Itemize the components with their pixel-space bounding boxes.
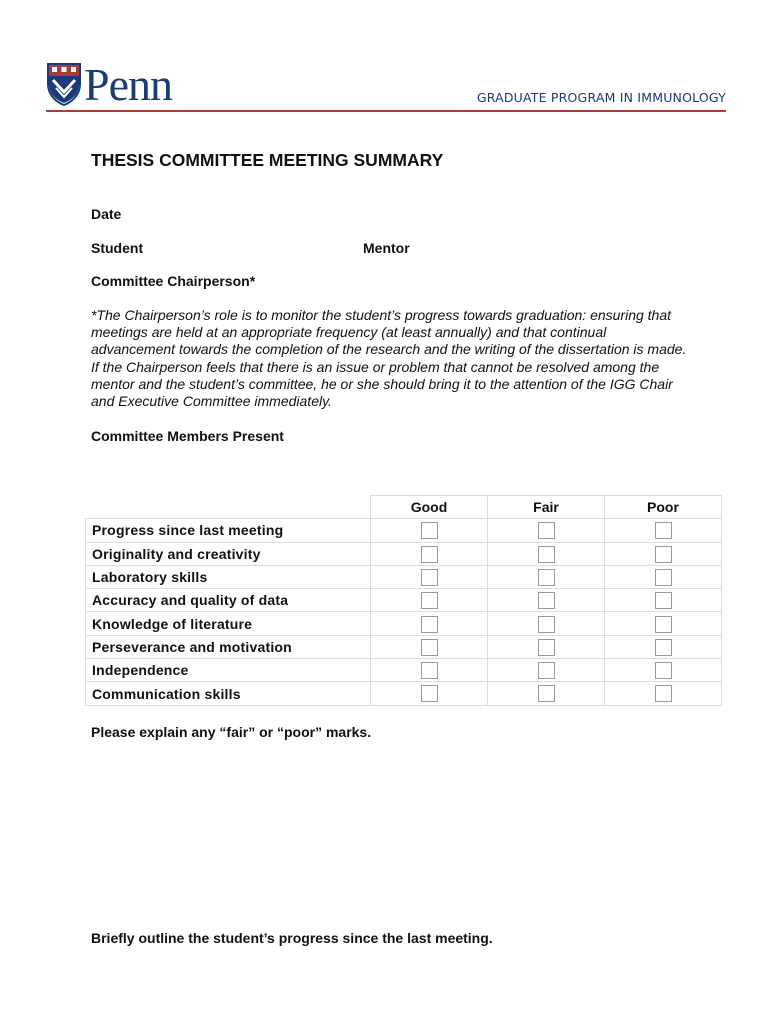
mentor-label: Mentor — [363, 240, 410, 256]
date-label: Date — [91, 206, 122, 222]
rating-cell-good — [371, 682, 488, 705]
header-divider — [46, 110, 726, 112]
checkbox-poor[interactable] — [655, 639, 672, 656]
rating-cell-fair — [488, 635, 605, 658]
chairperson-note: *The Chairperson’s role is to monitor the student’s progress towards graduation: ensuring that meetings are held at an appropriate frequency (at least annually) and that continual advancement towards the completion of the research and the writing of the dissertation is made. If the Chairperson feels that there is an issue or problem that cannot be resolved among the mentor and the student’s committee, he or she should bring it to the attention of the IGG Chair and Executive Committee immediately. — [91, 307, 687, 410]
criterion-label: Laboratory skills — [86, 565, 371, 588]
criterion-label: Knowledge of literature — [86, 612, 371, 635]
column-good: Good — [371, 496, 488, 519]
table-row — [86, 612, 722, 635]
rating-cell-fair — [488, 589, 605, 612]
table-row — [86, 519, 722, 542]
penn-shield-icon — [46, 62, 82, 106]
checkbox-good[interactable] — [421, 662, 438, 679]
table-row — [86, 659, 722, 682]
checkbox-poor[interactable] — [655, 616, 672, 633]
rating-corner-cell — [86, 496, 371, 519]
rating-cell-poor — [605, 589, 722, 612]
checkbox-poor[interactable] — [655, 546, 672, 563]
rating-cell-poor — [605, 612, 722, 635]
checkbox-fair[interactable] — [538, 546, 555, 563]
criterion-label: Perseverance and motivation — [86, 635, 371, 658]
program-name: GRADUATE PROGRAM IN IMMUNOLOGY — [476, 90, 726, 105]
checkbox-poor[interactable] — [655, 592, 672, 609]
page-title: THESIS COMMITTEE MEETING SUMMARY — [91, 150, 444, 170]
rating-cell-poor — [605, 542, 722, 565]
chairperson-label: Committee Chairperson* — [91, 273, 256, 289]
rating-header-row — [86, 496, 722, 519]
criterion-label: Communication skills — [86, 682, 371, 705]
checkbox-good[interactable] — [421, 639, 438, 656]
members-present-label: Committee Members Present — [91, 428, 284, 444]
rating-cell-poor — [605, 519, 722, 542]
rating-cell-fair — [488, 682, 605, 705]
logo-wordmark: Penn — [84, 59, 172, 110]
checkbox-fair[interactable] — [538, 616, 555, 633]
rating-cell-good — [371, 542, 488, 565]
checkbox-poor[interactable] — [655, 662, 672, 679]
criterion-label: Accuracy and quality of data — [86, 589, 371, 612]
rating-cell-good — [371, 589, 488, 612]
checkbox-good[interactable] — [421, 616, 438, 633]
student-label: Student — [91, 240, 144, 256]
rating-cell-good — [371, 565, 488, 588]
rating-cell-good — [371, 612, 488, 635]
column-fair: Fair — [488, 496, 605, 519]
rating-cell-poor — [605, 635, 722, 658]
rating-cell-poor — [605, 682, 722, 705]
rating-cell-good — [371, 519, 488, 542]
rating-cell-fair — [488, 565, 605, 588]
checkbox-good[interactable] — [421, 592, 438, 609]
rating-cell-good — [371, 659, 488, 682]
progress-outline-label: Briefly outline the student’s progress since the last meeting. — [91, 930, 493, 946]
rating-cell-fair — [488, 519, 605, 542]
rating-cell-poor — [605, 659, 722, 682]
checkbox-good[interactable] — [421, 546, 438, 563]
rating-body — [86, 519, 722, 705]
checkbox-fair[interactable] — [538, 522, 555, 539]
checkbox-poor[interactable] — [655, 522, 672, 539]
checkbox-poor[interactable] — [655, 569, 672, 586]
rating-cell-fair — [488, 659, 605, 682]
checkbox-poor[interactable] — [655, 685, 672, 702]
checkbox-fair[interactable] — [538, 592, 555, 609]
rating-cell-good — [371, 635, 488, 658]
table-row — [86, 589, 722, 612]
criterion-label: Progress since last meeting — [86, 519, 371, 542]
checkbox-good[interactable] — [421, 522, 438, 539]
table-row — [86, 565, 722, 588]
penn-logo — [46, 59, 172, 110]
table-row — [86, 682, 722, 705]
criterion-label: Independence — [86, 659, 371, 682]
explain-marks-label: Please explain any “fair” or “poor” marks. — [91, 724, 372, 740]
checkbox-fair[interactable] — [538, 685, 555, 702]
checkbox-good[interactable] — [421, 685, 438, 702]
table-row — [86, 635, 722, 658]
checkbox-fair[interactable] — [538, 662, 555, 679]
table-row — [86, 542, 722, 565]
checkbox-good[interactable] — [421, 569, 438, 586]
page-header — [46, 59, 726, 114]
rating-table — [85, 495, 722, 706]
rating-cell-fair — [488, 542, 605, 565]
checkbox-fair[interactable] — [538, 639, 555, 656]
criterion-label: Originality and creativity — [86, 542, 371, 565]
rating-cell-fair — [488, 612, 605, 635]
column-poor: Poor — [605, 496, 722, 519]
checkbox-fair[interactable] — [538, 569, 555, 586]
rating-cell-poor — [605, 565, 722, 588]
